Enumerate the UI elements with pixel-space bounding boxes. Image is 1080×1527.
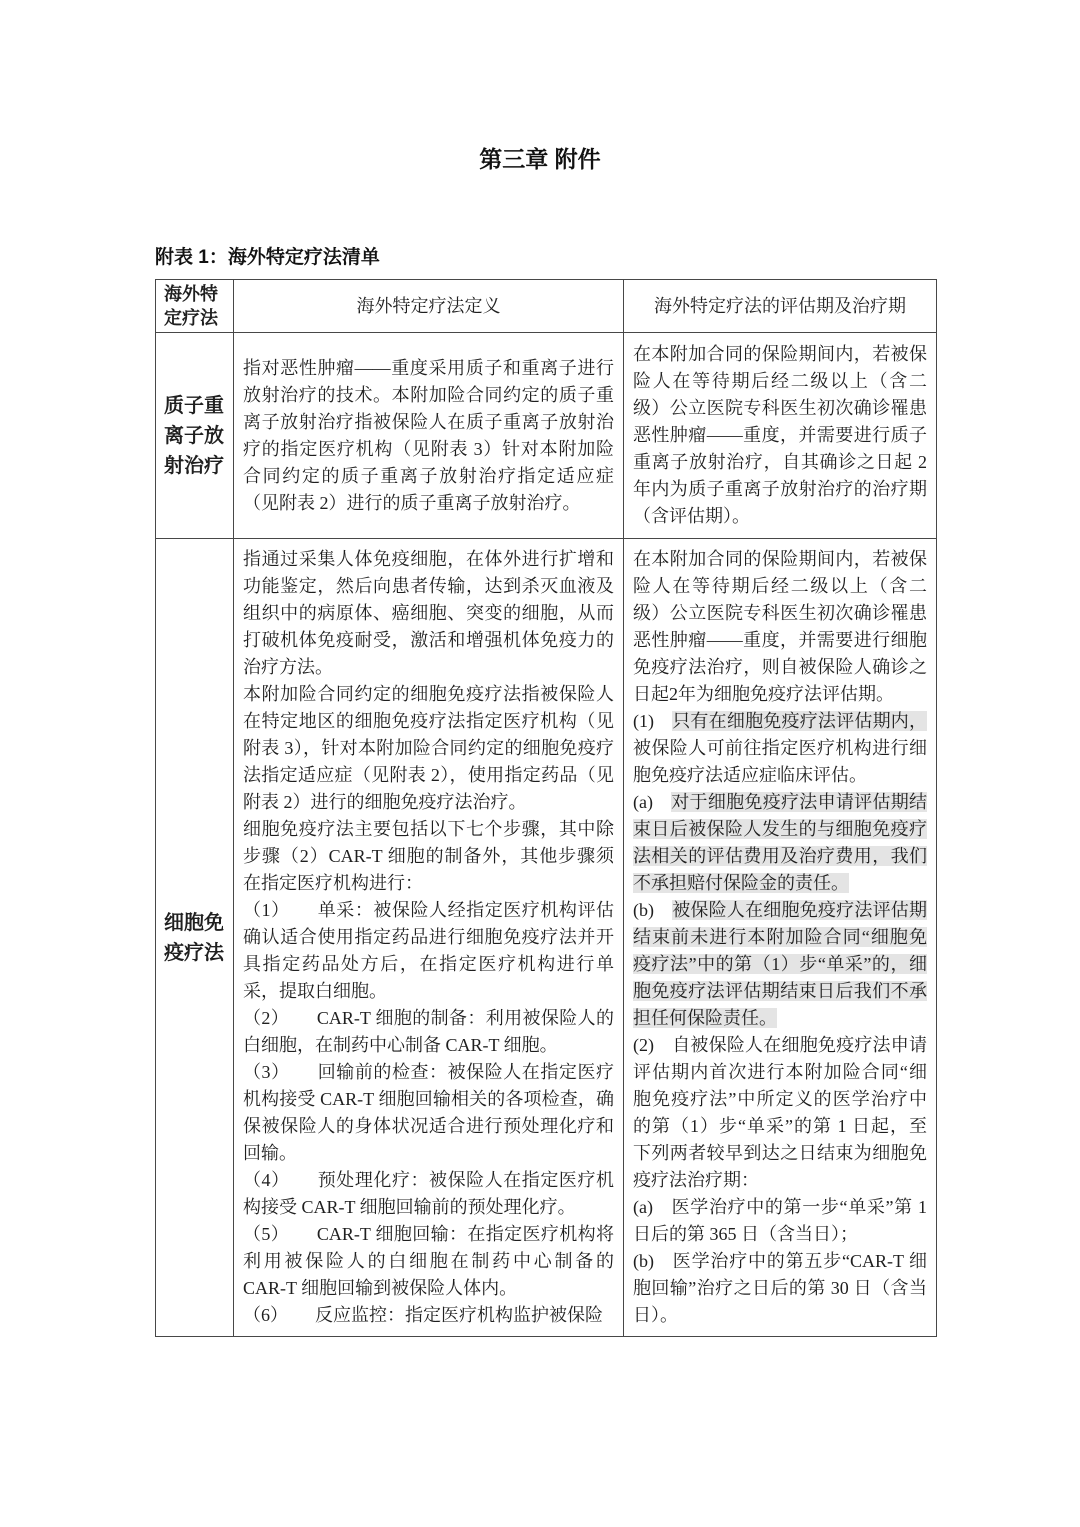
header-evaluation-treatment-period: 海外特定疗法的评估期及治疗期: [624, 280, 937, 333]
header-therapy-definition: 海外特定疗法定义: [234, 280, 624, 333]
paragraph: 本附加险合同约定的细胞免疫疗法指被保险人在特定地区的细胞免疫疗法指定医疗机构（见附表 3），针对本附加险合同约定的细胞免疫疗法指定适应症（见附表 2），使用指定药品（见附表 2）进行的细胞免疫疗法治疗。: [243, 684, 614, 812]
table-caption: 附表 1：海外特定疗法清单: [155, 247, 380, 268]
highlighted-text: 被保险人在细胞免疫疗法评估期结束前未进行本附加险合同“细胞免疫疗法”中的第（1）步“单采”的，细胞免疫疗法评估期结束日后我们不承担任何保险责任。: [633, 900, 927, 1028]
paragraph: （5） CAR-T 细胞回输：在指定医疗机构将利用被保险人的白细胞在制药中心制备的 CAR-T 细胞回输到被保险人体内。: [243, 1224, 614, 1298]
paragraph: (1) 只有在细胞免疫疗法评估期内，被保险人可前往指定医疗机构进行细胞免疫疗法适应症临床评估。: [633, 711, 927, 785]
therapy-name-cell-immunotherapy: 细胞免疫疗法: [156, 539, 234, 1337]
therapy-table: [155, 279, 937, 1337]
table-row-proton-therapy: [156, 333, 937, 539]
header-therapy-name: 海外特定疗法: [156, 280, 234, 333]
paragraph: (b) 被保险人在细胞免疫疗法评估期结束前未进行本附加险合同“细胞免疫疗法”中的第（1）步“单采”的，细胞免疫疗法评估期结束日后我们不承担任何保险责任。: [633, 900, 927, 1028]
paragraph: （2） CAR-T 细胞的制备：利用被保险人的白细胞，在制药中心制备 CAR-T 细胞。: [243, 1008, 614, 1055]
paragraph: (b) 医学治疗中的第五步“CAR-T 细胞回输”治疗之日后的第 30 日（含当日）。: [633, 1251, 927, 1325]
paragraph: 指通过采集人体免疫细胞，在体外进行扩增和功能鉴定，然后向患者传输，达到杀灭血液及组织中的病原体、癌细胞、突变的细胞，从而打破机体免疫耐受，激活和增强机体免疫力的治疗方法。: [243, 549, 614, 677]
paragraph: 指对恶性肿瘤——重度采用质子和重离子进行放射治疗的技术。本附加险合同约定的质子重离子放射治疗指被保险人在质子重离子放射治疗的指定医疗机构（见附表 3）针对本附加险合同约定的质子重离子放射治疗指定适应症（见附表 2）进行的质子重离子放射治疗。: [243, 357, 614, 513]
paragraph: (a) 医学治疗中的第一步“单采”第 1 日后的第 365 日（含当日）；: [633, 1197, 927, 1244]
table-row-cell-immunotherapy: [156, 539, 937, 1337]
table-header-row: [156, 280, 937, 333]
paragraph: (a) 对于细胞免疫疗法申请评估期结束日后被保险人发生的与细胞免疫疗法相关的评估费用及治疗费用，我们不承担赔付保险金的责任。: [633, 792, 927, 893]
paragraph: （4） 预处理化疗：被保险人在指定医疗机构接受 CAR-T 细胞回输前的预处理化疗。: [243, 1170, 614, 1217]
therapy-definition-cell-immunotherapy: [234, 539, 624, 1337]
paragraph: 细胞免疫疗法主要包括以下七个步骤，其中除步骤（2）CAR-T 细胞的制备外，其他步骤须在指定医疗机构进行：: [243, 819, 614, 893]
paragraph: （3） 回输前的检查：被保险人在指定医疗机构接受 CAR-T 细胞回输相关的各项检查，确保被保险人的身体状况适合进行预处理化疗和回输。: [243, 1062, 614, 1163]
therapy-definition-proton: [234, 333, 624, 539]
paragraph: （1） 单采：被保险人经指定医疗机构评估确认适合使用指定药品进行细胞免疫疗法并开具指定药品处方后，在指定医疗机构进行单采，提取白细胞。: [243, 900, 614, 1001]
chapter-title: 第三章 附件: [479, 146, 601, 172]
paragraph: 在本附加合同的保险期间内，若被保险人在等待期后经二级以上（含二级）公立医院专科医生初次确诊罹患恶性肿瘤——重度，并需要进行质子重离子放射治疗，自其确诊之日起 2 年内为质子重离子放射治疗的治疗期（含评估期）。: [633, 344, 927, 526]
paragraph: (2) 自被保险人在细胞免疫疗法申请评估期内首次进行本附加险合同“细胞免疫疗法”中所定义的医学治疗中的第（1）步“单采”的第 1 日起，至下列两者较早到达之日结束为细胞免疫疗法治疗期：: [633, 1035, 927, 1190]
highlighted-text: 只有在细胞免疫疗法评估期内，: [672, 711, 927, 731]
therapy-name-proton: 质子重离子放射治疗: [156, 333, 234, 539]
therapy-period-cell-immunotherapy: [624, 539, 937, 1337]
paragraph: 在本附加合同的保险期间内，若被保险人在等待期后经二级以上（含二级）公立医院专科医生初次确诊罹患恶性肿瘤——重度，并需要进行细胞免疫疗法治疗，则自被保险人确诊之日起2年为细胞免疫疗法评估期。: [633, 549, 927, 704]
paragraph: （6） 反应监控：指定医疗机构监护被保险: [243, 1305, 603, 1325]
highlighted-text: 对于细胞免疫疗法申请评估期结束日后被保险人发生的与细胞免疫疗法相关的评估费用及治疗费用，我们不承担赔付保险金的责任。: [633, 792, 927, 893]
therapy-period-proton: [624, 333, 937, 539]
